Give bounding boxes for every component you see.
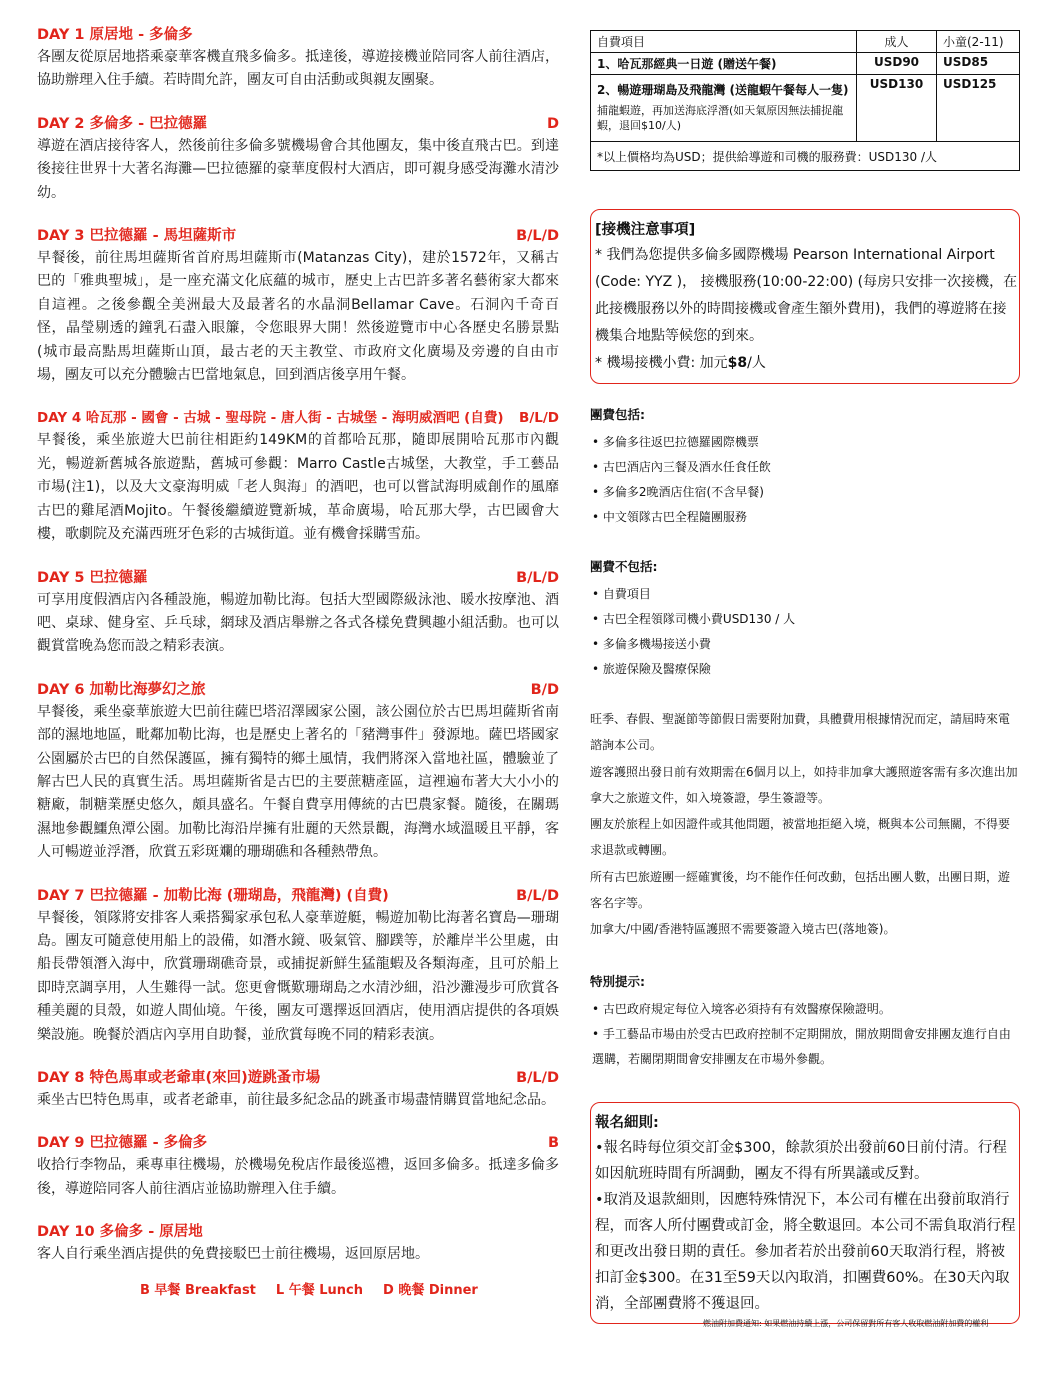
excluded-list [590, 582, 1020, 682]
list-item: • 古巴政府規定每位入境客必須持有有效醫療保險證明。 [590, 997, 1020, 1022]
day-meals: B/L/D [516, 569, 559, 586]
day-description: 乘坐古巴特色馬車，或者老爺車，前往最多紀念品的跳蚤市場盡情購買當地紀念品。 [37, 1092, 555, 1108]
list-item: • 手工藝品市場由於受古巴政府控制不定期開放，開放期間會安排團友進行自由選購，若關閉期間會安排團友在市場外參觀。 [590, 1022, 1020, 1072]
day-description: 早餐後，領隊將安排客人乘搭獨家承包私人豪華遊艇，暢遊加勒比海著名寶島—珊瑚島。團友可隨意使用船上的設備，如潛水鏡、吸氣管、腳蹼等，於離岸半公里處，由船長帶領潛入海中，欣賞珊瑚礁奇景，或捕捉新鮮生猛龍蝦及各類海產，且可於船上即時烹調享用，人生難得一試。您更會慨歎珊瑚島之水清沙細，沿沙灘漫步可欣賞各種美麗的貝殼，如遊人間仙境。午後，團友可選擇返回酒店，使用酒店提供的各項娛樂設施。晚餐於酒店內享用自助餐，並欣賞每晚不同的精彩表演。 [37, 909, 559, 1043]
note-item: 所有古巴旅遊團一經確實後，均不能作任何改動，包括出團人數，出團日期，遊客名字等。 [590, 869, 1011, 911]
day-10 [37, 1221, 559, 1266]
day-meals: B [547, 1135, 559, 1152]
day-3 [37, 225, 559, 387]
included-list [590, 430, 1020, 530]
special-list [590, 997, 1020, 1072]
note-item: 旺季、春假、聖誕節等節假日需要附加費，具體費用根據情況而定，請屆時來電諮詢本公司。 [590, 712, 1011, 753]
fuel-surcharge-notice: 燃油附加費通知: 如果燃油持續上漲，公司保留對所有客人收取燃油附加費的權利 [703, 1319, 989, 1328]
excluded-title: 團費不包括: [590, 559, 658, 574]
list-item: • 旅遊保險及醫療保險 [590, 657, 1020, 682]
day-title: DAY 9 巴拉德羅 - 多倫多 [37, 1135, 208, 1152]
tour-item-note: 捕龍蝦遊，再加送海底浮潛(如天氣原因無法捕捉龍蝦，退回$10/人) [597, 104, 844, 132]
airport-pickup-box [590, 209, 1020, 384]
legend-breakfast: B 早餐 Breakfast [140, 1282, 256, 1298]
special-title: 特別提示: [590, 973, 645, 989]
day-8 [37, 1067, 559, 1112]
day-meals: B/L/D [519, 410, 559, 427]
day-meals: D [546, 115, 559, 132]
list-item: • 中文領隊古巴全程隨團服務 [590, 505, 1020, 530]
day-description: 早餐後，前往馬坦薩斯省首府馬坦薩斯市(Matanzas City)，建於1572年，又稱古巴的「雅典聖城」，是一座充滿文化底蘊的城市，歷史上古巴許多著名藝術家大都來自這裡。之後參觀全美洲最大及最著名的水晶洞Bellamar Cave。石洞內千奇百怪，晶瑩剔透的鐘乳石盡入眼簾，令您眼界大開！然後遊覽市中心各歷史名勝景點(城市最高點馬坦薩斯山頂，最古老的天主教堂、市政府文化廣場及旁邊的自由市場，團友可以充分體驗古巴當地氣息，回到酒店後享用午餐。 [37, 250, 559, 384]
day-description: 各團友從原居地搭乘豪華客機直飛多倫多。抵達後，導遊接機並陪同客人前往酒店，協助辦理入住手續。若時間允許，團友可自由活動或與親友團聚。 [37, 49, 559, 89]
adult-price: USD90 [857, 53, 937, 75]
day-7 [37, 885, 559, 1047]
day-meals: B/L/D [516, 228, 559, 245]
day-meals: B/L/D [516, 1070, 559, 1086]
day-description: 客人自行乘坐酒店提供的免費接駁巴士前往機場，返回原居地。 [37, 1246, 429, 1263]
list-item: • 多倫多2晚酒店住宿(不含早餐) [590, 480, 1020, 505]
tour-item: 1、哈瓦那經典一日遊 (贈送午餐) [591, 53, 857, 75]
meal-legend [140, 1281, 559, 1301]
list-item: • 古巴全程領隊司機小費USD130 / 人 [590, 607, 1020, 632]
tip-amount: $8 [727, 355, 748, 371]
header-child: 小童(2-11) [937, 31, 1020, 53]
list-item: • 古巴酒店內三餐及酒水任食任飲 [590, 455, 1020, 480]
day-6 [37, 679, 559, 865]
note-item: 加拿大/中國/香港特區護照不需要簽證入境古巴(落地簽)。 [590, 922, 896, 937]
header-item: 自費項目 [591, 31, 857, 53]
day-title: DAY 10 多倫多 - 原居地 [37, 1224, 203, 1241]
day-1 [37, 24, 559, 93]
day-5 [37, 567, 559, 659]
booking-cancellation: •取消及退款細則，因應特殊情況下，本公司有權在出發前取消行程，而客人所付團費或訂金，將全數退回。本公司不需負取消行程和更改出發日期的責任。參加者若於出發前60天取消行程，將被扣訂金$300。在31至59天以內取消，扣團費60%。在30天內取消，全部團費將不獲退回。 [595, 1191, 1016, 1312]
booking-terms-box [590, 1102, 1020, 1324]
tip-suffix: /人 [747, 355, 766, 371]
included-title: 團費包括: [590, 407, 645, 422]
list-item: • 多倫多機場接送小費 [590, 632, 1020, 657]
airport-tip [595, 350, 1019, 377]
day-description: 早餐後，乘坐豪華旅遊大巴前往薩巴塔沼澤國家公園，該公園位於古巴馬坦薩斯省南部的濕地地區，毗鄰加勒比海，也是歷史上著名的「豬灣事件」發源地。薩巴塔國家公園屬於古巴的自然保護區，擁有獨特的鄉土風情，我們將深入當地社區，體驗並了解古巴人民的真實生活。馬坦薩斯省是古巴的主要蔗糖產區，這裡遍布著大大小小的糖廠，制糖業歷史悠久，頗具盛名。午餐自費享用傳統的古巴農家餐。隨後，在關瑪濕地參觀鱷魚潭公園。加勒比海沿岸擁有壯麗的天然景觀，海灣水域溫暖且平靜，客人可暢遊並浮潛，欣賞五彩斑斕的珊瑚礁和各種熱帶魚。 [37, 703, 559, 861]
day-description: 早餐後，乘坐旅遊大巴前往相距約149KM的首都哈瓦那，隨即展開哈瓦那市內觀光，暢遊新舊城各旅遊點，舊城可參觀：Marro Castle古城堡，大教堂，手工藝品市場(注1)，以及大文豪海明威「老人與海」的酒吧，也可以嘗試海明威創作的風靡古巴的雞尾酒Mojito。午餐後繼續遊覽新城，革命廣場，哈瓦那大學，古巴國會大樓，歌劇院及充滿西班牙色彩的古城街道。並有機會採購雪茄。 [37, 432, 559, 543]
table-header-row [591, 31, 1020, 53]
terms-notes [590, 706, 1020, 943]
day-title: DAY 6 加勒比海夢幻之旅 [37, 681, 206, 698]
table-footnote-row [591, 142, 1020, 171]
table-row [591, 53, 1020, 75]
price-footnote: *以上價格均為USD；提供給導遊和司機的服務費：USD130 /人 [591, 142, 1020, 171]
day-meals: B/D [530, 681, 559, 698]
day-description: 收拾行李物品，乘專車往機場，於機場免稅店作最後巡禮，返回多倫多。抵達多倫多後，導遊陪同客人前往酒店並協助辦理入住手續。 [37, 1157, 559, 1197]
day-4 [37, 407, 559, 546]
child-price: USD125 [937, 75, 1020, 142]
day-2 [37, 113, 559, 205]
adult-price: USD130 [857, 75, 937, 142]
airport-text: * 我們為您提供多倫多國際機場 Pearson International Airport (Code: YYZ )， 接機服務(10:00-22:00) (每房只安排一次接機，在此接機服務以外的時間接機或會產生額外費用)，我們的導遊將在接機集合地點等候您的到來。 [595, 247, 1018, 344]
airport-title: [接機注意事項] [595, 222, 696, 238]
note-item: 遊客護照出發日前有效期需在6個月以上，如持非加拿大護照遊客需有多次進出加拿大之旅遊文件，如入境簽證，學生簽證等。 [590, 764, 1018, 805]
note-item: 團友於旅程上如因證件或其他問題，被當地拒絕入境，概與本公司無關，不得要求退款或轉團。 [590, 817, 1011, 858]
list-item: • 自費項目 [590, 582, 1020, 607]
day-title: DAY 3 巴拉德羅 - 馬坦薩斯市 [37, 228, 237, 245]
booking-deposit: •報名時每位須交訂金$300，餘款須於出發前60日前付清。行程如因航班時間有所調動，團友不得有所異議或反對。 [595, 1139, 1007, 1182]
day-9 [37, 1132, 559, 1201]
booking-title: 報名細則: [595, 1114, 659, 1131]
list-item: • 多倫多往返巴拉德羅國際機票 [590, 430, 1020, 455]
legend-lunch: L 午餐 Lunch [275, 1282, 363, 1298]
legend-dinner: D 晚餐 Dinner [383, 1282, 478, 1298]
tour-item-name: 2、暢遊珊瑚島及飛龍灣 (送龍蝦午餐每人一隻) [597, 83, 849, 97]
child-price: USD85 [937, 53, 1020, 75]
header-adult: 成人 [857, 31, 937, 53]
day-title: DAY 7 巴拉德羅 - 加勒比海 (珊瑚島，飛龍灣) (自費) [37, 887, 389, 904]
day-title: DAY 5 巴拉德羅 [37, 569, 148, 586]
day-title: DAY 1 原居地 - 多倫多 [37, 27, 193, 43]
day-description: 導遊在酒店接待客人，然後前往多倫多號機場會合其他團友，集中後直飛古巴。到達後接往世界十大著名海灘—巴拉德羅的豪華度假村大酒店，即可親身感受海灘水清沙幼。 [37, 137, 559, 201]
day-title: DAY 8 特色馬車或老爺車(來回)遊跳蚤市場 [37, 1070, 321, 1086]
table-row [591, 75, 1020, 142]
optional-tours-table [590, 30, 1020, 171]
info-column [590, 30, 1020, 1324]
day-meals: B/L/D [516, 887, 559, 904]
tour-item [591, 75, 857, 142]
day-description: 可享用度假酒店內各種設施，暢遊加勒比海。包括大型國際級泳池、暖水按摩池、酒吧、桌球、健身室、乒乓球，網球及酒店舉辦之各式各樣免費興趣小組活動。也可以觀賞當晚為您而設之精彩表演。 [37, 591, 559, 655]
itinerary [37, 24, 559, 1301]
tip-prefix: * 機場接機小費: 加元 [595, 355, 728, 371]
day-title: DAY 4 哈瓦那 - 國會 - 古城 - 聖母院 - 唐人街 - 古城堡 - 海明威酒吧 (自費) [37, 410, 504, 427]
day-title: DAY 2 多倫多 - 巴拉德羅 [37, 115, 208, 132]
